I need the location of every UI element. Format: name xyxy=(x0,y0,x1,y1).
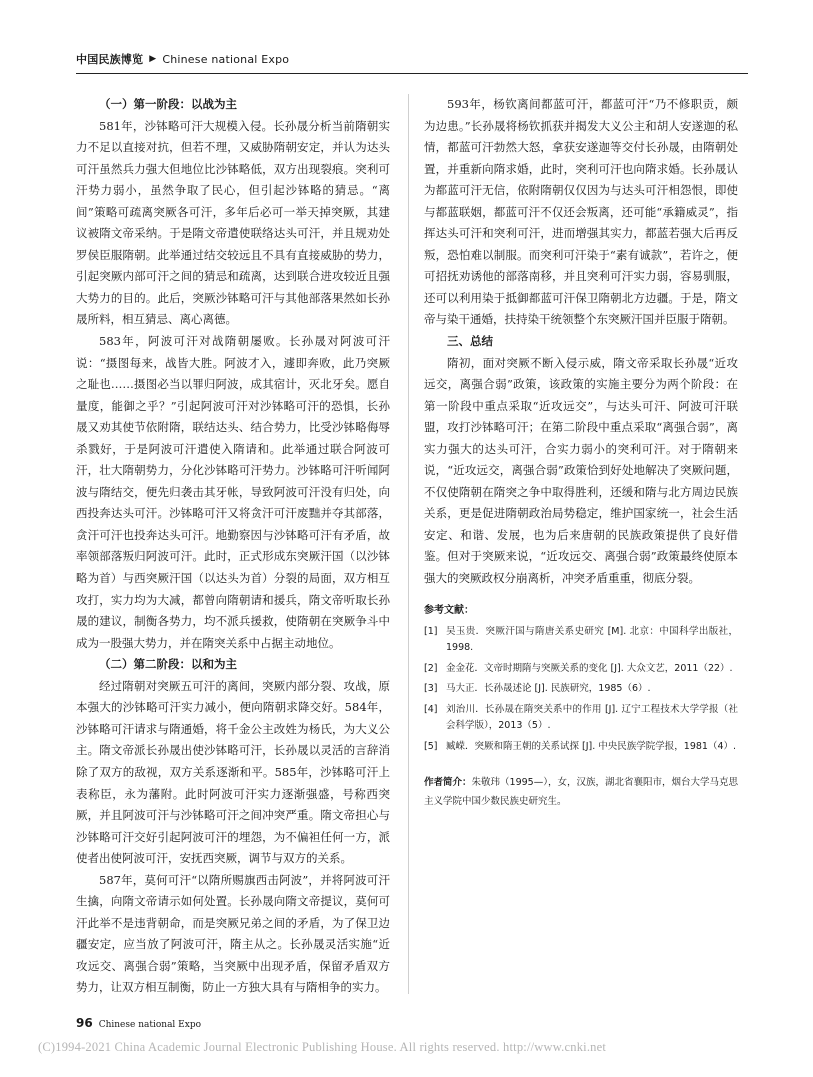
section-heading-stage-2: （二）第二阶段：以和为主 xyxy=(99,657,237,672)
paragraph: 581年，沙钵略可汗大规模入侵。长孙晟分析当前隋朝实力不足以直接对抗，但若不理，又威胁隋朝安定，并认为达头可汗虽然兵力强大但地位比沙钵略低，双方出现裂痕。突利可汗势力弱小，虽然争取了民心，但引起沙钵略的猜忌。“离间”策略可疏离突厥各可汗，多年后必可一举天掉突厥，其建议被隋文帝采纳。于是隋文帝遣使联络达头可汗，并且规劝处罗侯臣服隋朝。此举通过结交较远且不具有直接威胁的势力，引起突厥内部可汗之间的猜忌和疏离，达到联合进攻较近且强大势力的目的。此后，突厥沙钵略可汗与其他部落果然如长孙晟所料，相互猜忌、离心离德。 xyxy=(76,118,390,327)
reference-item xyxy=(424,739,738,756)
author-bio-label: 作者简介： xyxy=(424,777,472,789)
copyright-watermark: (C)1994-2021 China Academic Journal Electronic Publishing House. All rights reserved. http://www.cnki.net xyxy=(38,1040,607,1054)
reference-text: 金金花．文帝时期隋与突厥关系的变化 [J]. 大众文艺，2011（22）. xyxy=(446,662,733,674)
page-number: 96 xyxy=(76,1016,93,1030)
reference-number: [3] xyxy=(424,683,438,695)
paragraph: 593年，杨钦离间都蓝可汗，都蓝可汗“乃不修职贡，颇为边患。”长孙晟将杨钦抓获并揭发大义公主和胡人安遂迦的私情，都蓝可汗勃然大怒，拿获安遂迦等交付长孙晟，由隋朝处置，并重新向隋求婚，此时，突利可汗也向隋求婚。长孙晟认为都蓝可汗无信，依附隋朝仅仅因为与达头可汗相怨恨，即使与都蓝联姻，都蓝可汗不仅还会叛离，还可能“承籍威灵”，指挥达头可汗和突利可汗，进而增强其实力，都蓝若强大后再反叛，恐怕难以制服。而突利可汗染于“素有诚款”，若许之，便可招抚劝诱他的部落南移，并且突利可汗实力弱，容易驯服，还可以利用染于抵御都蓝可汗保卫隋朝北方边疆。于是，隋文帝与染干通婚，扶持染干统领整个东突厥汗国并臣服于隋朝。 xyxy=(424,97,738,327)
journal-title-cn: 中国民族博览 xyxy=(76,53,144,66)
reference-item xyxy=(424,661,738,678)
paragraph: 隋初，面对突厥不断入侵示威，隋文帝采取长孙晟“近攻远交，离强合弱”政策，该政策的实施主要分为两个阶段：在第一阶段中重点采取“近攻远交”，与达头可汗、阿波可汗联盟，攻打沙钵略可汗；在第二阶段中重点采取“离强合弱”，离实力强大的达头可汗，合实力弱小的突利可汗。对于隋朝来说，“近攻远交，离强合弱”政策恰到好处地解决了突厥问题，不仅使隋朝在隋突之争中取得胜利，还缓和隋与北方周边民族关系，更是促进隋朝政治局势稳定，维护国家统一，社会生活安定、和谐、发展，也为后来唐朝的民族政策提供了良好借鉴。但对于突厥来说，“近攻远交、离强合弱”政策最终使原本强大的突厥政权分崩离析，冲突矛盾重重，彻底分裂。 xyxy=(424,355,738,586)
section-heading-summary: 三、总结 xyxy=(447,334,493,349)
reference-number: [1] xyxy=(424,625,438,637)
section-heading-stage-1: （一）第一阶段：以战为主 xyxy=(99,97,237,111)
paragraph: 587年，莫何可汗“以隋所赐旗西击阿波”，并将阿波可汗生擒，向隋文帝请示如何处置。长孙晟向隋文帝提议，莫何可汗此举不是违背朝命，而是突厥兄弟之间的矛盾，为了保卫边疆安定，应当放了阿波可汗，隋主从之。长孙晟灵活实施“近攻远交、离强合弱”策略，当突厥中出现矛盾，保留矛盾双方势力，让双方相互制衡，防止一方独大具有与隋相争的实力。 xyxy=(76,872,390,995)
reference-number: [5] xyxy=(424,740,438,752)
reference-text: 臧嵘．突厥和隋王朝的关系试探 [J]. 中央民族学院学报，1981（4）. xyxy=(446,740,737,752)
paragraph: 583年，阿波可汗对战隋朝屡败。长孙晟对阿波可汗说：“摄图每来，战皆大胜。阿波才入，遽即奔败，此乃突厥之耻也……摄图必当以罪归阿波，成其宿计，灭北牙矣。愿自量度，能御之乎？”引起阿波可汗对沙钵略可汗的恐惧，长孙晟又劝其使节依附隋，联结达头、结合势力，比受沙钵略侮辱杀戮好，于是阿波可汗遣使入隋请和。此举通过联合阿波可汗，壮大隋朝势力，分化沙钵略可汗势力。沙钵略可汗听闻阿波与隋结交，便先归袭击其牙帐，导致阿波可汗没有归处，向西投奔达头可汗。沙钵略可汗又将贪汗可汗废黜并夺其部落，贪汗可汗也投奔达头可汗。地勤察因与沙钵略可汗有矛盾，故率领部落叛归阿波可汗。此时，正式形成东突厥汗国（以沙钵略为首）与西突厥汗国（以达头为首）分裂的局面，双方相互攻打，实力均为大减，都曾向隋朝请和援兵，隋文帝听取长孙晟的建议，制衡各势力，均不派兵援救，使隋朝在突厥争斗中成为一股强大势力，并在隋突关系中占据主动地位。 xyxy=(76,334,390,650)
reference-text: 吴玉贵．突厥汗国与隋唐关系史研究 [M]. 北京：中国科学出版社，1998. xyxy=(446,625,738,654)
references-heading: 参考文献： xyxy=(424,604,474,616)
running-header xyxy=(76,51,289,67)
reference-list xyxy=(424,624,738,756)
reference-number: [2] xyxy=(424,662,438,674)
reference-item xyxy=(424,702,738,735)
header-rule xyxy=(76,73,748,74)
reference-item xyxy=(424,681,738,698)
right-column xyxy=(424,94,738,811)
column-divider xyxy=(408,94,409,994)
author-bio-text: 朱敬玮（1995—），女，汉族，湖北省襄阳市，烟台大学马克思主义学院中国少数民族史研究生。 xyxy=(424,777,738,808)
left-column xyxy=(76,94,390,999)
reference-item xyxy=(424,624,738,657)
page-footer xyxy=(76,1016,201,1030)
reference-text: 刘治川．长孙晟在隋突关系中的作用 [J]. 辽宁工程技术大学学报（社会科学版），2013（5）. xyxy=(446,703,738,732)
paragraph: 经过隋朝对突厥五可汗的离间，突厥内部分裂、攻战，原本强大的沙钵略可汗实力减小，便向隋朝求降交好。584年，沙钵略可汗请求与隋通婚，将千金公主改姓为杨氏，为大义公主。隋文帝派长孙晟出使沙钵略可汗，长孙晟以灵活的言辞消除了双方的敌视，双方关系逐渐和平。585年，沙钵略可汗上表称臣，永为藩附。此时阿波可汗实力逐渐强盛，号称西突厥，并且阿波可汗与沙钵略可汗之间冲突严重。隋文帝担心与沙钵略可汗交好引起阿波可汗的埋怨，为不偏袒任何一方，派使者出使阿波可汗，安抚西突厥，调节与双方的关系。 xyxy=(76,678,390,866)
footer-journal-title: Chinese national Expo xyxy=(98,1020,201,1030)
author-bio xyxy=(424,773,738,811)
reference-text: 马大正．长孙晟述论 [J]. 民族研究，1985（6）. xyxy=(446,683,651,695)
reference-number: [4] xyxy=(424,703,438,715)
journal-title-en: Chinese national Expo xyxy=(162,52,290,66)
triangle-icon: ▶ xyxy=(149,54,157,64)
